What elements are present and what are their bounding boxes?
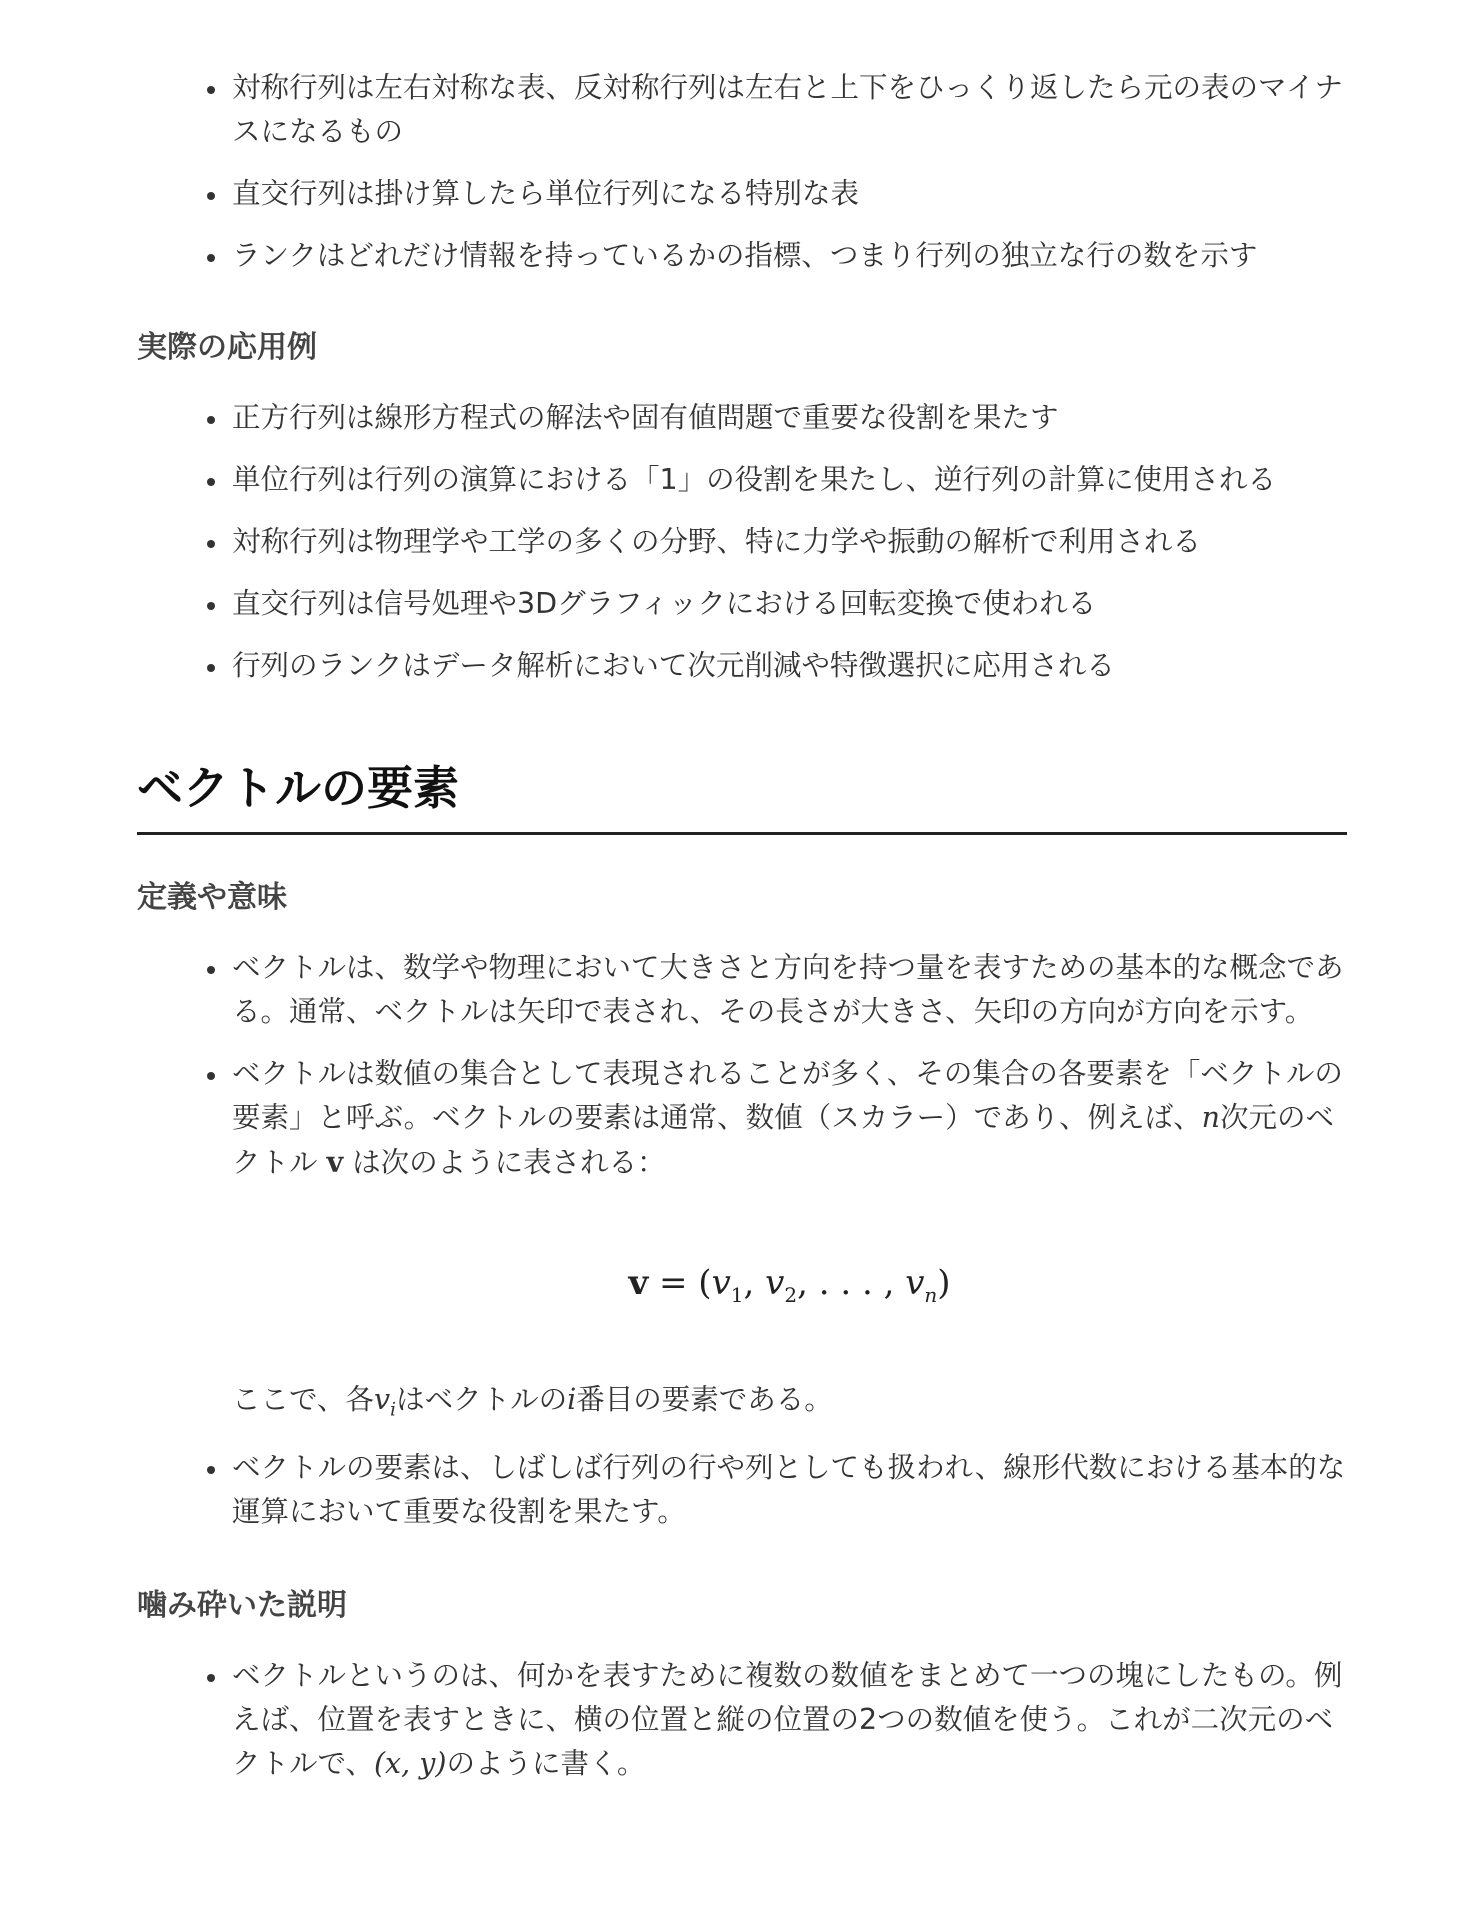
list-item: 正方行列は線形方程式の解法や固有値問題で重要な役割を果たす — [137, 396, 1347, 440]
simple-explanation-heading: 噛み砕いた説明 — [137, 1588, 347, 1623]
eq-v1: v — [711, 1263, 731, 1303]
top-bullet-list — [137, 66, 1347, 296]
eq-dots: , . . . , — [797, 1263, 906, 1303]
text-span: 番目の要素である。 — [576, 1383, 833, 1416]
list-item: 行列のランクはデータ解析において次元削減や特徴選択に応用される — [137, 644, 1347, 688]
text-span: のように書く。 — [446, 1747, 646, 1780]
list-item: ベクトルの要素は、しばしば行列の行や列としても扱われ、線形代数における基本的な運算において重要な役割を果たす。 — [137, 1446, 1347, 1534]
simple-explanation-list — [137, 1654, 1347, 1804]
math-vi: v — [373, 1383, 391, 1416]
eq-equals: = ( — [648, 1263, 712, 1303]
text-span: ベクトルは数値の集合として表現されることが多く、その集合の各要素を「ベクトルの要素」と呼ぶ。ベクトルの要素は通常、数値（スカラー）であり、例えば、 — [232, 1057, 1343, 1134]
list-item: 直交行列は掛け算したら単位行列になる特別な表 — [137, 172, 1347, 216]
definition-list-continued — [137, 1446, 1347, 1552]
definition-heading: 定義や意味 — [137, 880, 287, 915]
list-item: 対称行列は物理学や工学の多くの分野、特に力学や振動の解析で利用される — [137, 520, 1347, 564]
eq-comma: , — [743, 1263, 766, 1303]
definition-list — [137, 946, 1347, 1185]
equation-explanation — [137, 1378, 1347, 1432]
eq-vn: v — [905, 1263, 925, 1303]
text-span: ベクトルというのは、何かを表すために複数の数値をまとめて一つの塊にしたもの。例えば、位置を表すときに、横の位置と縦の位置の2つの数値を使う。これが二次元のベクトルで、 — [232, 1659, 1343, 1780]
text-span: 次元のベクトル — [232, 1101, 1334, 1179]
list-item — [137, 1052, 1347, 1185]
list-item: 直交行列は信号処理や3Dグラフィックにおける回転変換で使われる — [137, 582, 1347, 626]
list-item: 対称行列は左右対称な表、反対称行列は左右と上下をひっくり返したら元の表のマイナスになるもの — [137, 66, 1347, 154]
math-vector-v: v — [326, 1145, 344, 1179]
vector-equation — [137, 1258, 1347, 1320]
eq-v-bold: v — [628, 1263, 649, 1303]
list-item: 単位行列は行列の演算における「1」の役割を果たし、逆行列の計算に使用される — [137, 458, 1347, 502]
math-n: n — [1201, 1101, 1220, 1134]
applications-list — [137, 396, 1347, 706]
list-item — [137, 1654, 1347, 1786]
math-i: i — [567, 1383, 577, 1416]
math-sub-i: i — [390, 1398, 397, 1421]
text-span: ここで、各 — [232, 1383, 374, 1416]
eq-sub-n: n — [924, 1282, 938, 1307]
list-item: ランクはどれだけ情報を持っているかの指標、つまり行列の独立な行の数を示す — [137, 234, 1347, 278]
text-span: は次のように表される： — [343, 1146, 666, 1179]
text-span: はベクトルの — [396, 1383, 568, 1416]
eq-v2: v — [765, 1263, 785, 1303]
list-item: ベクトルは、数学や物理において大きさと方向を持つ量を表すための基本的な概念である。通常、ベクトルは矢印で表され、その長さが大きさ、矢印の方向が方向を示す。 — [137, 946, 1347, 1034]
eq-sub-1: 1 — [730, 1282, 744, 1307]
eq-close: ) — [937, 1263, 951, 1303]
section-title: ベクトルの要素 — [137, 758, 1347, 835]
math-xy: (x, y) — [373, 1747, 447, 1780]
eq-sub-2: 2 — [784, 1282, 798, 1307]
applications-heading: 実際の応用例 — [137, 330, 317, 365]
